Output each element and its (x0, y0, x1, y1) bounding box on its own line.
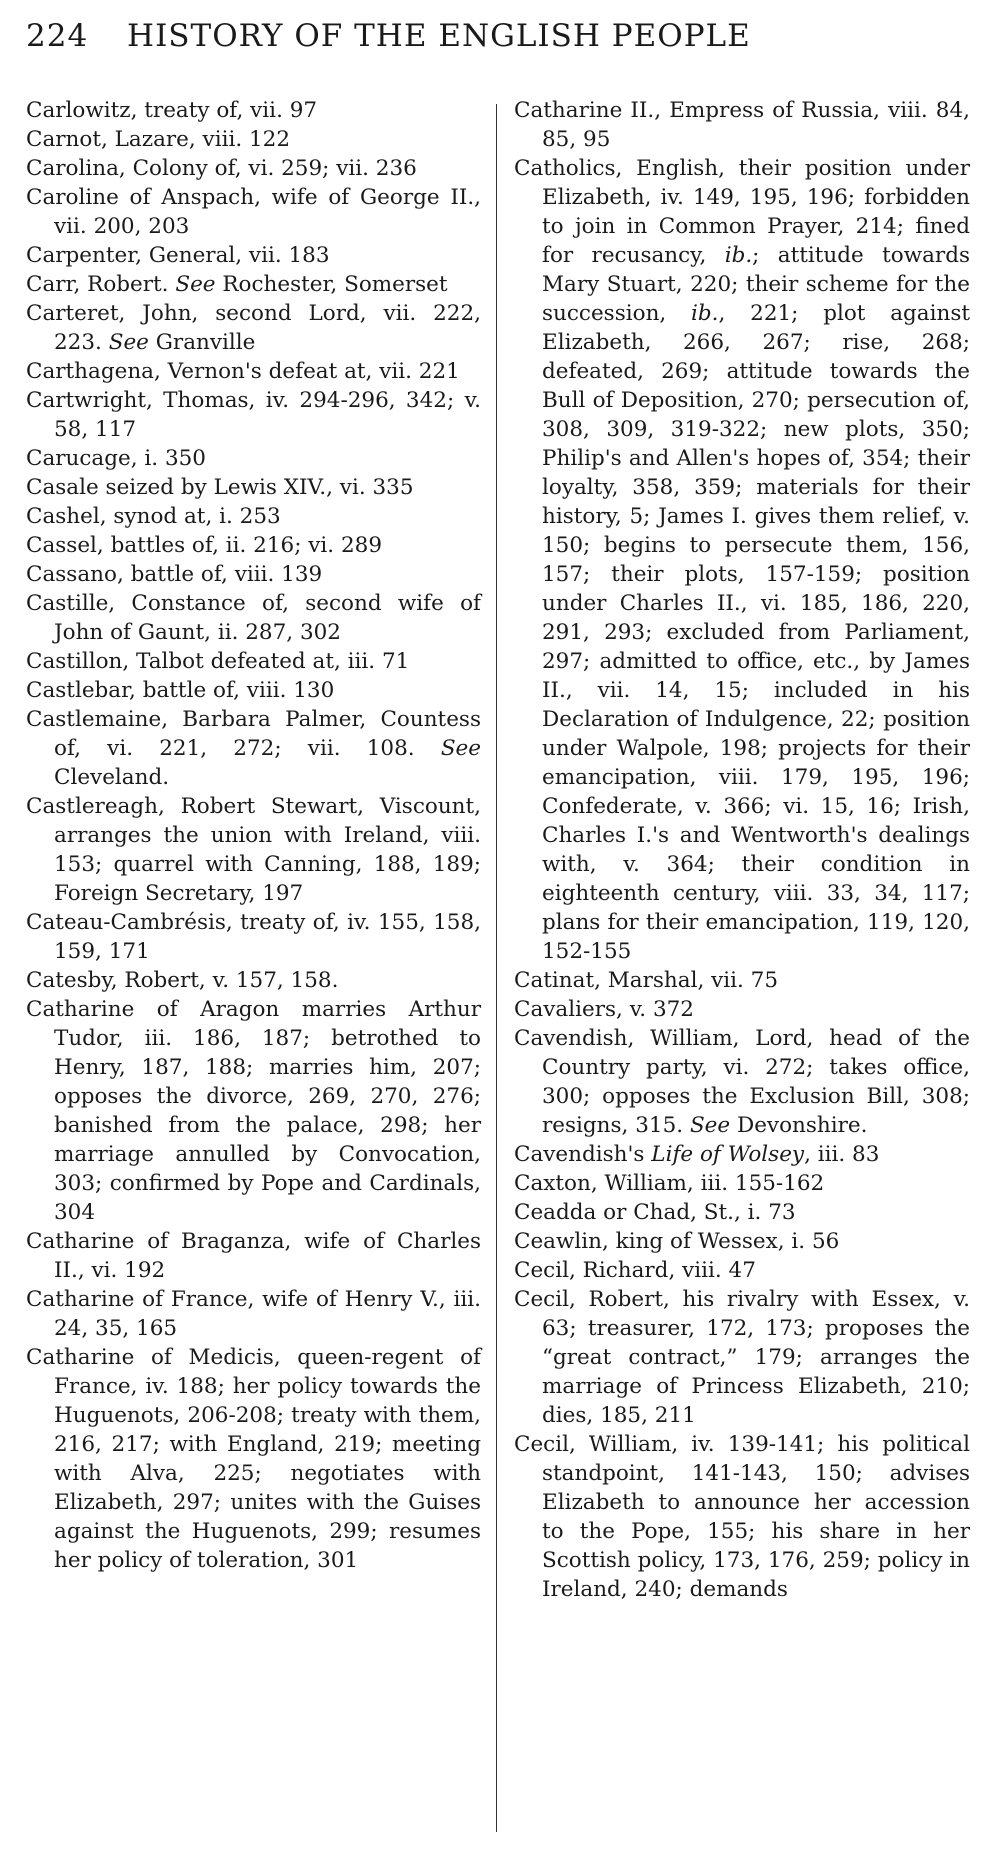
index-entry (514, 1169, 970, 1198)
index-entry (26, 183, 481, 241)
index-entry-text: Granville (148, 330, 256, 355)
index-entry-text: Cavendish's (514, 1142, 652, 1167)
index-entry (514, 1024, 970, 1140)
index-entry (26, 1227, 481, 1285)
index-entry (26, 705, 481, 792)
index-entry-text: Caxton, William, iii. 155-162 (514, 1171, 825, 1196)
index-entry-text: Carpenter, General, vii. 183 (26, 243, 330, 268)
index-entry (26, 908, 481, 966)
index-entry (514, 995, 970, 1024)
index-entry (26, 241, 481, 270)
index-column-right (514, 96, 970, 1604)
index-column-left (26, 96, 481, 1575)
index-entry-text: Carnot, Lazare, viii. 122 (26, 127, 291, 152)
index-entry-text: Cartwright, Thomas, iv. 294-296, 342; v. 58, 117 (26, 388, 481, 442)
index-entry-text: Castlebar, battle of, viii. 130 (26, 678, 335, 703)
index-entry (26, 502, 481, 531)
index-entry-text: Cassel, battles of, ii. 216; vi. 289 (26, 533, 382, 558)
running-title: HISTORY OF THE ENGLISH PEOPLE (127, 18, 751, 54)
index-entry-text: Ceawlin, king of Wessex, i. 56 (514, 1229, 840, 1254)
index-entry (26, 386, 481, 444)
index-entry (26, 473, 481, 502)
index-entry-text: Devonshire. (730, 1113, 868, 1138)
index-entry (514, 1285, 970, 1430)
index-entry (26, 1285, 481, 1343)
index-entry (26, 1343, 481, 1575)
index-entry (514, 1430, 970, 1604)
index-entry-text: , 221; plot against Elizabeth, 266, 267; rise, 268; defeated, 269; attitude towards the Bull of Deposition, 270; persecution of, 308, 309, 319-322; new plots, 350; Philip's and Allen's hopes of, 354; their loyalty, 358, 359; materials for their history, 5; James I. gives them relief, v. 150; begins to persecute them, 156, 157; their plots, 157-159; position under Charles II., vi. 185, 186, 220, 291, 293; excluded from Parliament, 297; admitted to office, etc., by James II., vii. 14, 15; included in his Declaration of Indulgence, 22; position under Walpole, 198; projects for their emancipation, viii. 179, 195, 196; Confederate, v. 366; vi. 15, 16; Irish, Charles I.'s and Wentworth's dealings with, v. 364; their condition in eighteenth century, viii. 33, 34, 117; plans for their emancipation, 119, 120, 152-155 (542, 301, 971, 964)
index-entry-text: Carthagena, Vernon's defeat at, vii. 221 (26, 359, 460, 384)
index-entry (26, 966, 481, 995)
index-entry (26, 96, 481, 125)
index-entry-text: Castille, Constance of, second wife of John of Gaunt, ii. 287, 302 (26, 591, 481, 645)
index-entry-italic-text: See (689, 1113, 731, 1138)
index-entry-text: Caroline of Anspach, wife of George II., vii. 200, 203 (26, 185, 481, 239)
index-entry-text: Catharine of Aragon marries Arthur Tudor, iii. 186, 187; betrothed to Henry, 187, 188; marries him, 207; opposes the divorce, 269, 270, 276; banished from the palace, 298; her marriage annulled by Convocation, 303; confirmed by Pope and Cardinals, 304 (26, 997, 481, 1225)
index-entry (26, 154, 481, 183)
index-entry (26, 270, 481, 299)
index-entry-text: Carucage, i. 350 (26, 446, 206, 471)
index-entry-text: Castlereagh, Robert Stewart, Viscount, arranges the union with Ireland, viii. 153; quarrel with Canning, 188, 189; Foreign Secretary, 197 (26, 794, 481, 906)
page-header (26, 18, 976, 68)
index-entry (514, 1198, 970, 1227)
index-entry (26, 444, 481, 473)
index-entry (514, 966, 970, 995)
index-entry (26, 299, 481, 357)
index-entry (514, 1140, 970, 1169)
index-entry-text: Castillon, Talbot defeated at, iii. 71 (26, 649, 410, 674)
index-entry-text: Catharine of France, wife of Henry V., iii. 24, 35, 165 (26, 1287, 481, 1341)
index-entry-text: , iii. 83 (804, 1142, 880, 1167)
index-entry-text: Cassano, battle of, viii. 139 (26, 562, 323, 587)
index-entry-text: Carolina, Colony of, vi. 259; vii. 236 (26, 156, 417, 181)
index-entry-text: Catinat, Marshal, vii. 75 (514, 968, 779, 993)
index-entry-italic-text: Life of Wolsey (651, 1142, 805, 1167)
index-entry-text: Castlemaine, Barbara Palmer, Countess of, vi. 221, 272; vii. 108. (26, 707, 481, 761)
index-entry-text: Cleveland. (54, 765, 170, 790)
index-entry-text: Catharine of Braganza, wife of Charles II., vi. 192 (26, 1229, 481, 1283)
index-entry (26, 792, 481, 908)
index-entry (26, 676, 481, 705)
index-entry (26, 560, 481, 589)
page-number: 224 (26, 18, 89, 54)
index-entry-text: Casale seized by Lewis XIV., vi. 335 (26, 475, 414, 500)
index-entry-text: Cavendish, William, Lord, head of the Country party, vi. 272; takes office, 300; opposes the Exclusion Bill, 308; resigns, 315. (514, 1026, 970, 1138)
index-entry-text: ; attitude towards Mary Stuart, 220; their scheme for the succession, (542, 243, 970, 326)
index-entry-text: Catholics, English, their position under Elizabeth, iv. 149, 195, 196; forbidden to join in Common Prayer, 214; fined for recusancy, (514, 156, 970, 268)
index-entry-text: Cateau-Cambrésis, treaty of, iv. 155, 158, 159, 171 (26, 910, 481, 964)
index-entry (514, 1256, 970, 1285)
index-entry-text: Carr, Robert. (26, 272, 176, 297)
index-entry-italic-text: ib. (691, 301, 719, 326)
index-entry (514, 154, 970, 966)
index-entry-text: Cavaliers, v. 372 (514, 997, 694, 1022)
index-entry-text: Carlowitz, treaty of, vii. 97 (26, 98, 318, 123)
index-entry-text: Cecil, William, iv. 139-141; his political standpoint, 141-143, 150; advises Elizabeth to announce her accession to the Pope, 155; his share in her Scottish policy, 173, 176, 259; policy in Ireland, 240; demands (514, 1432, 970, 1602)
index-entry-text: Ceadda or Chad, St., i. 73 (514, 1200, 796, 1225)
index-entry-text: Rochester, Somerset (215, 272, 448, 297)
index-entry-text: Catesby, Robert, v. 157, 158. (26, 968, 339, 993)
index-entry (26, 995, 481, 1227)
index-entry-text: Catharine of Medicis, queen-regent of France, iv. 188; her policy towards the Huguenots, 206-208; treaty with them, 216, 217; with England, 219; meeting with Alva, 225; negotiates with Elizabeth, 297; unites with the Guises against the Huguenots, 299; resumes her policy of toleration, 301 (26, 1345, 481, 1573)
index-entry (26, 589, 481, 647)
index-entry-italic-text: See (440, 736, 481, 761)
index-entry (26, 531, 481, 560)
index-entry (514, 1227, 970, 1256)
index-entry-italic-text: ib. (724, 243, 753, 268)
index-entry-italic-text: See (175, 272, 216, 297)
index-entry (26, 125, 481, 154)
index-entry-text: Cecil, Richard, viii. 47 (514, 1258, 756, 1283)
index-entry-text: Catharine II., Empress of Russia, viii. 84, 85, 95 (514, 98, 970, 152)
index-entry-text: Carteret, John, second Lord, vii. 222, 223. (26, 301, 481, 355)
index-entry-text: Cashel, synod at, i. 253 (26, 504, 281, 529)
index-entry (514, 96, 970, 154)
column-divider (496, 104, 497, 1832)
index-entry-italic-text: See (108, 330, 149, 355)
index-entry-text: Cecil, Robert, his rivalry with Essex, v. 63; treasurer, 172, 173; proposes the “great contract,” 179; arranges the marriage of Princess Elizabeth, 210; dies, 185, 211 (514, 1287, 970, 1428)
index-entry (26, 357, 481, 386)
index-entry (26, 647, 481, 676)
